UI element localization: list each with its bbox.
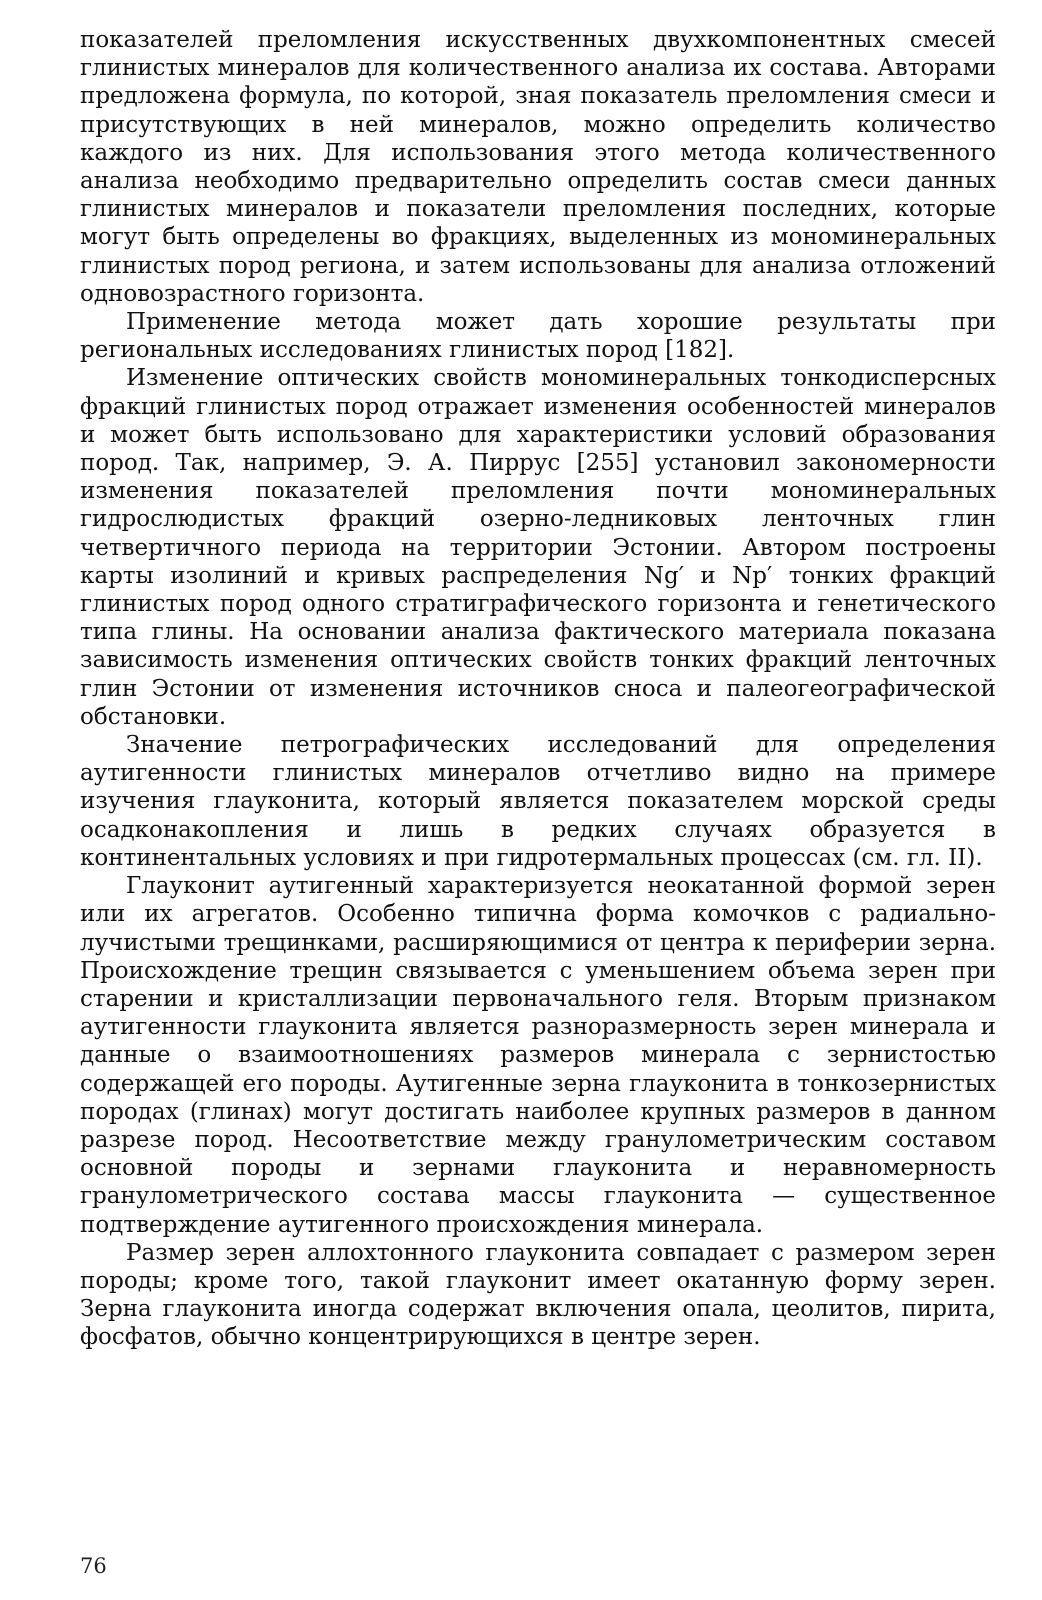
paragraph-method-application: Применение метода может дать хорошие результаты при региональных исследованиях глинистых пород [182]. — [80, 309, 996, 364]
paragraph-optical-properties: Изменение оптических свойств мономинеральных тонкодисперсных фракций глинистых пород отражает изменения особенностей минералов и может быть использовано для характеристики условий образования пород. Так, например, Э. А. Пиррус [255] установил закономерности изменения показателей преломления почти мономинеральных гидрослюдистых фракций озерно-ледниковых ленточных глин четвертичного периода на территории Эстонии. Автором построены карты изолиний и кривых распределения Ng′ и Np′ тонких фракций глинистых пород одного стратиграфического горизонта и генетического типа глины. На основании анализа фактического материала показана зависимость изменения оптических свойств тонких фракций ленточных глин Эстонии от изменения источников сноса и палеогеографической обстановки. — [80, 365, 996, 730]
page-body — [80, 26, 996, 1352]
paragraph-authigenic-glauconite: Глауконит аутигенный характеризуется неокатанной формой зерен или их агрегатов. Особенно типична форма комочков с радиально-лучистыми трещинками, расширяющимися от центра к периферии зерна. Происхождение трещин связывается с уменьшением объема зерен при старении и кристаллизации первоначального геля. Вторым признаком аутигенности глауконита является разноразмерность зерен минерала и данные о взаимоотношениях размеров минерала с зернистостью содержащей его породы. Аутигенные зерна глауконита в тонкозернистых породах (глинах) могут достигать наиболее крупных размеров в данном разрезе пород. Несоответствие между гранулометрическим составом основной породы и зернами глауконита и неравномерность гранулометрического состава массы глауконита — существенное подтверждение аутигенного происхождения минерала. — [80, 873, 996, 1238]
paragraph-glauconite-authigenic-significance: Значение петрографических исследований для определения аутигенности глинистых минералов отчетливо видно на примере изучения глауконита, который является показателем морской среды осадконакопления и лишь в редких случаях образуется в континентальных условиях и при гидротермальных процессах (см. гл. II). — [80, 732, 996, 871]
paragraph-allochthonous-glauconite: Размер зерен аллохтонного глауконита совпадает с размером зерен породы; кроме того, такой глауконит имеет окатанную форму зерен. Зерна глауконита иногда содержат включения опала, цеолитов, пирита, фосфатов, обычно концентрирующихся в центре зерен. — [80, 1239, 996, 1351]
page-number: 76 — [80, 1554, 107, 1578]
paragraph-continuation: показателей преломления искусственных двухкомпонентных смесей глинистых минералов для количественного анализа их состава. Авторами предложена формула, по которой, зная показатель преломления смеси и присутствующих в ней минералов, можно определить количество каждого из них. Для использования этого метода количественного анализа необходимо предварительно определить состав смеси данных глинистых минералов и показатели преломления последних, которые могут быть определены во фракциях, выделенных из мономинеральных глинистых пород региона, и затем использованы для анализа отложений одновозрастного горизонта. — [80, 27, 996, 307]
